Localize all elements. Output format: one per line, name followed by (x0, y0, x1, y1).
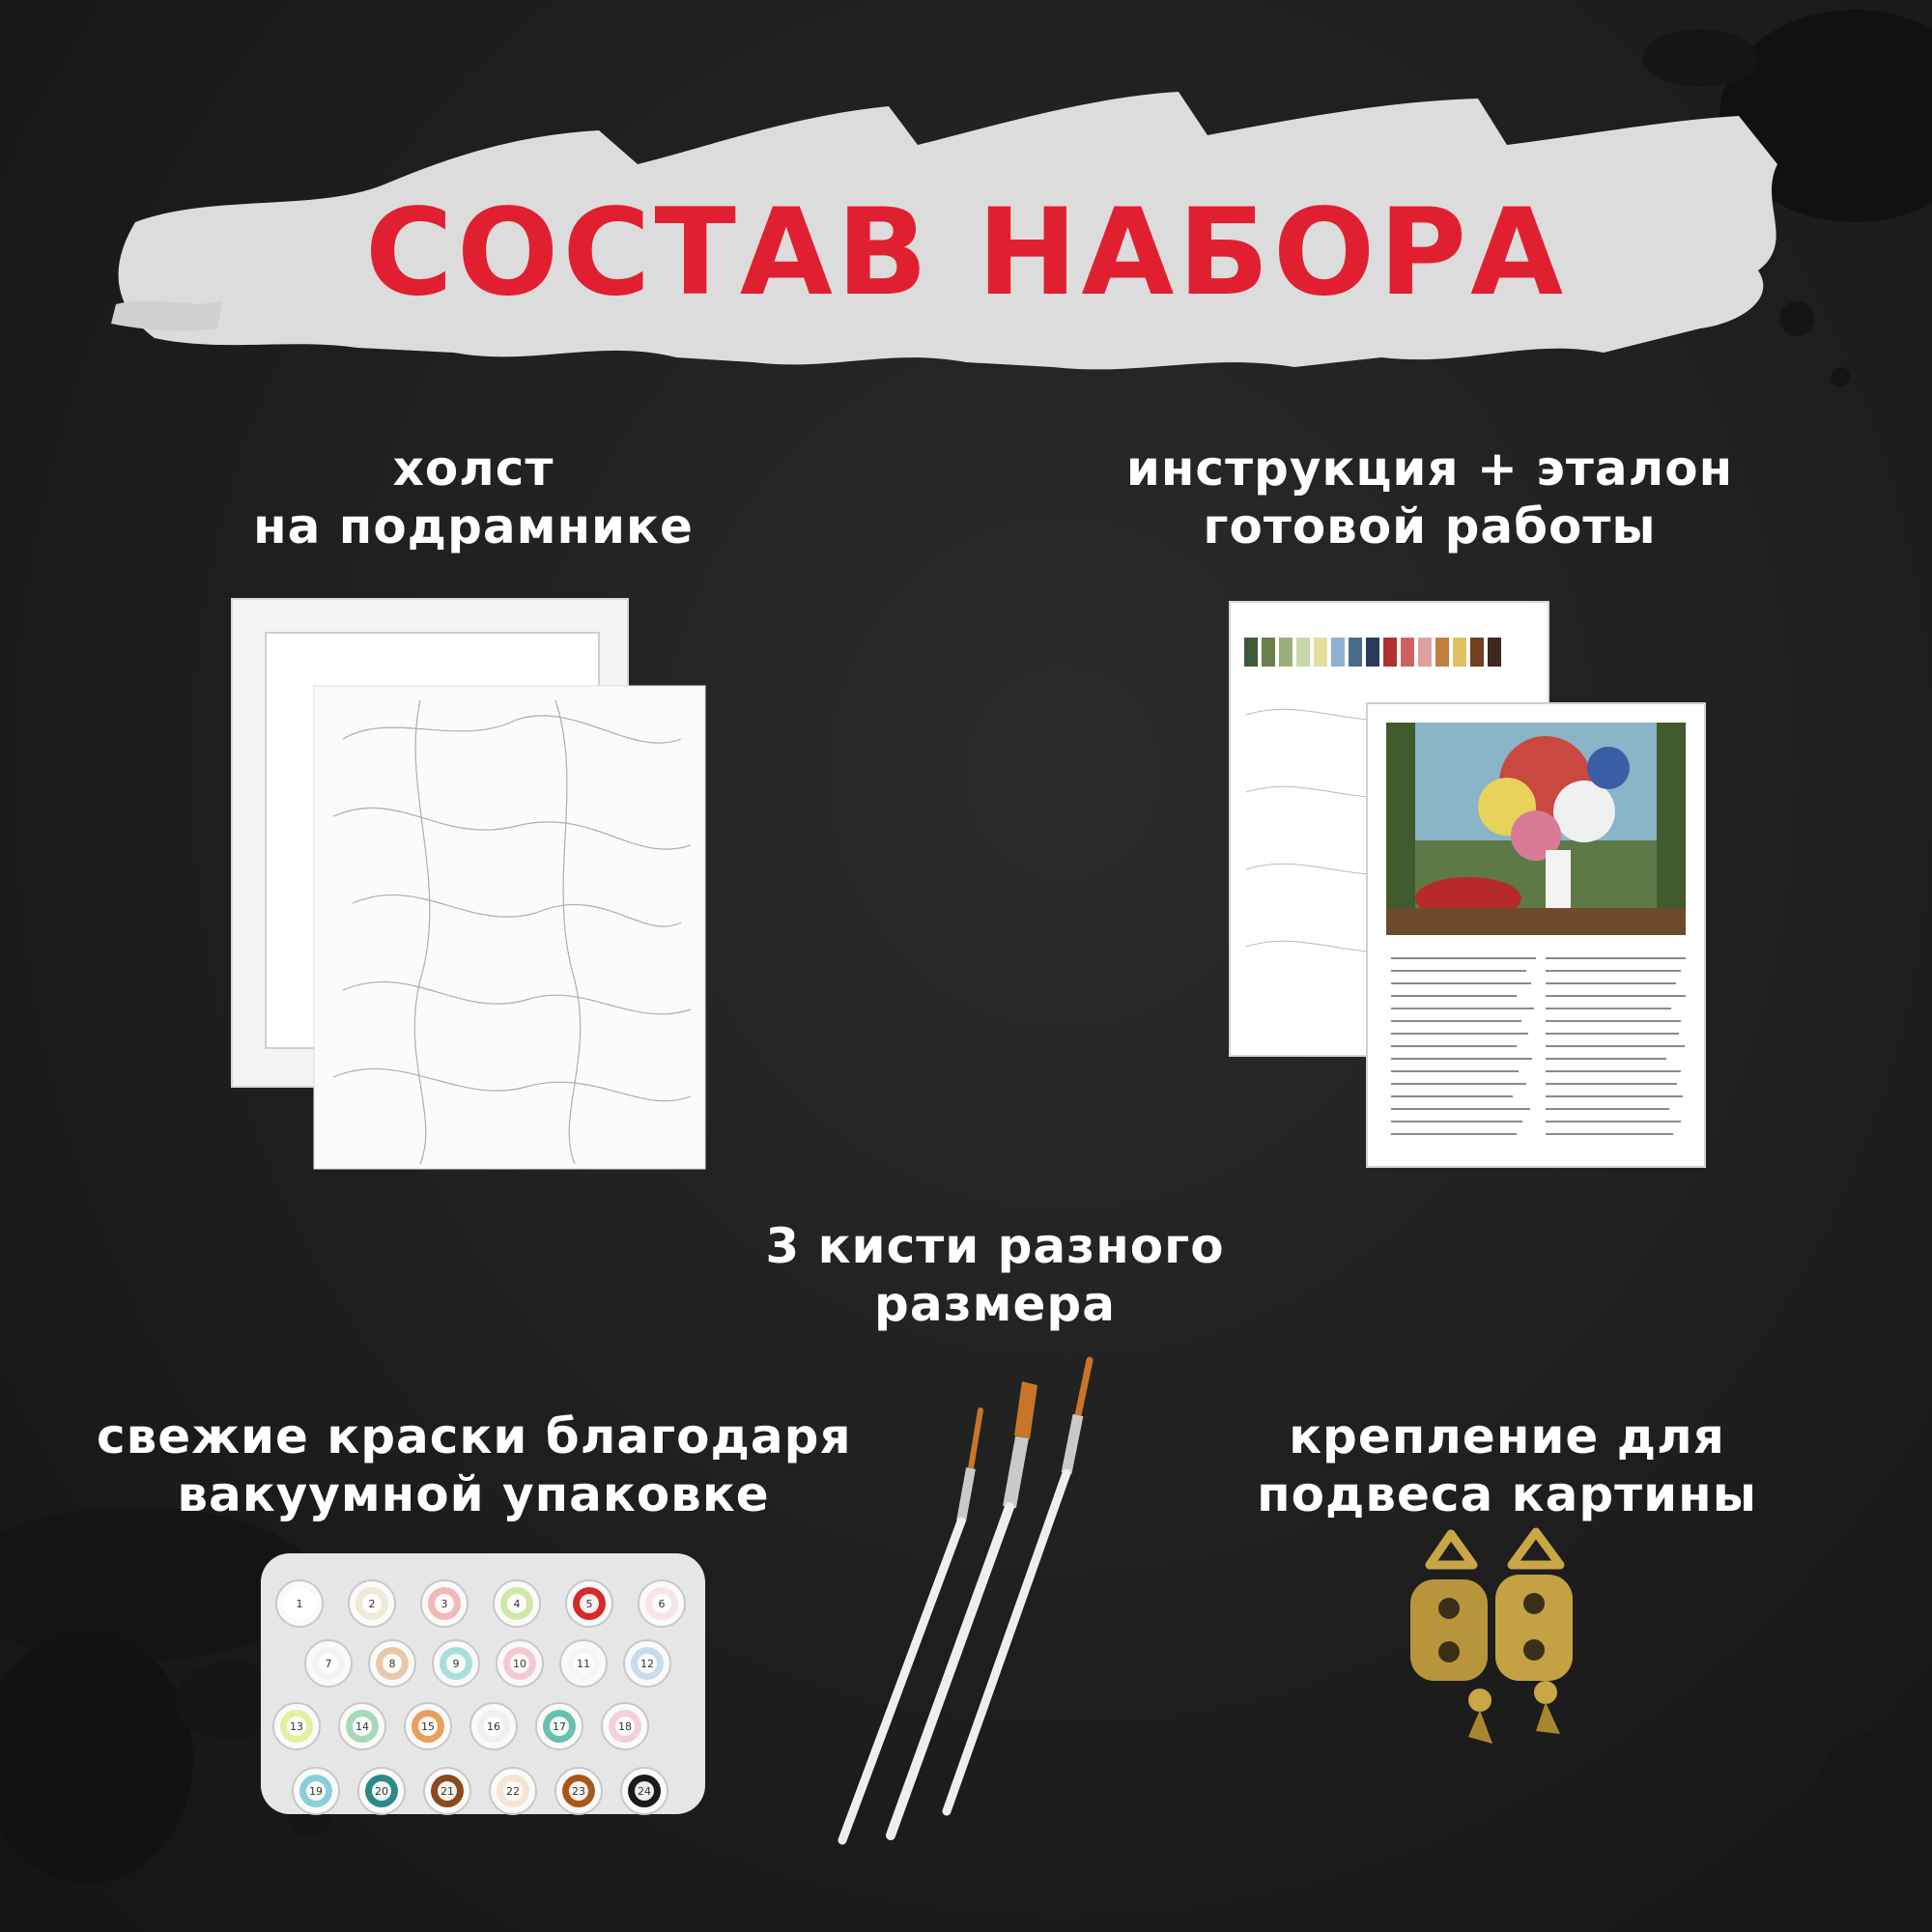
paint-pot (421, 1580, 468, 1627)
instruction-label (1101, 440, 1758, 555)
paint-number: 23 (572, 1785, 585, 1798)
paints-label (97, 1407, 850, 1523)
paint-number: 21 (440, 1785, 454, 1798)
paint-pot (497, 1640, 543, 1687)
paint-number: 6 (658, 1598, 666, 1610)
paint-pot (276, 1580, 323, 1627)
paint-pot (566, 1580, 612, 1627)
paint-number: 1 (296, 1598, 303, 1610)
brushes-label (676, 1217, 1314, 1333)
brushes-label-line1: 3 кисти разного (765, 1218, 1225, 1274)
paint-pot (621, 1768, 668, 1814)
paint-pot (490, 1768, 536, 1814)
canvas-on-stretcher-image (227, 594, 729, 1174)
paint-pot (470, 1703, 517, 1749)
paint-number: 15 (421, 1720, 435, 1733)
paint-number: 10 (513, 1658, 526, 1670)
paint-pot (293, 1768, 339, 1814)
paint-number: 19 (309, 1785, 323, 1798)
paint-pot (349, 1580, 395, 1627)
paint-number: 16 (487, 1720, 500, 1733)
paint-number: 13 (290, 1720, 303, 1733)
hanger-label-line1: крепление для (1289, 1408, 1725, 1464)
hanger-label (1198, 1407, 1816, 1523)
paint-pot (560, 1640, 607, 1687)
canvas-label-line2: на подрамнике (253, 498, 694, 554)
paint-pot (273, 1703, 320, 1749)
paint-number: 20 (375, 1785, 388, 1798)
instruction-label-line1: инструкция + эталон (1125, 440, 1734, 497)
hanger-label-line2: подвеса картины (1257, 1466, 1757, 1522)
page-title: СОСТАВ НАБОРА (364, 184, 1568, 323)
paint-pot (305, 1640, 352, 1687)
paint-pot (536, 1703, 582, 1749)
paint-pot (405, 1703, 451, 1749)
brushes-label-line2: размера (874, 1276, 1116, 1332)
paint-number: 2 (368, 1598, 376, 1610)
hanger-hooks-image (1391, 1526, 1623, 1748)
paint-number: 18 (618, 1720, 632, 1733)
instruction-label-line2: готовой работы (1203, 498, 1657, 554)
hook-left (1410, 1534, 1488, 1681)
paint-number: 7 (325, 1658, 332, 1670)
palette-swatches (1244, 638, 1501, 667)
paint-number: 9 (452, 1658, 460, 1670)
paint-number: 8 (388, 1658, 396, 1670)
paint-pot (624, 1640, 670, 1687)
paint-number: 24 (638, 1785, 651, 1798)
brushes-image (831, 1352, 1121, 1855)
paint-number: 11 (577, 1658, 590, 1670)
paint-pot (494, 1580, 540, 1627)
paint-number: 4 (513, 1598, 521, 1610)
hook-right (1495, 1532, 1573, 1681)
paint-number: 12 (640, 1658, 654, 1670)
reference-painting (1386, 723, 1686, 935)
instruction-sheets-image (1227, 599, 1719, 1179)
paint-pot (358, 1768, 405, 1814)
paint-pot (602, 1703, 648, 1749)
canvas-label (184, 440, 763, 555)
paint-number: 22 (506, 1785, 520, 1798)
paint-pot (339, 1703, 385, 1749)
paint-number: 14 (355, 1720, 369, 1733)
paint-pots-image (261, 1546, 705, 1826)
paint-pot (424, 1768, 470, 1814)
screws (1468, 1681, 1560, 1744)
paint-pot (555, 1768, 602, 1814)
canvas-label-line1: холст (392, 440, 554, 497)
paint-number: 5 (585, 1598, 593, 1610)
paints-label-line1: свежие краски благодаря (97, 1408, 852, 1464)
paint-pot (369, 1640, 415, 1687)
paint-number: 17 (553, 1720, 566, 1733)
paint-number: 3 (440, 1598, 448, 1610)
paint-pot (433, 1640, 479, 1687)
paints-label-line2: вакуумной упаковке (177, 1466, 770, 1522)
paint-pot (639, 1580, 685, 1627)
